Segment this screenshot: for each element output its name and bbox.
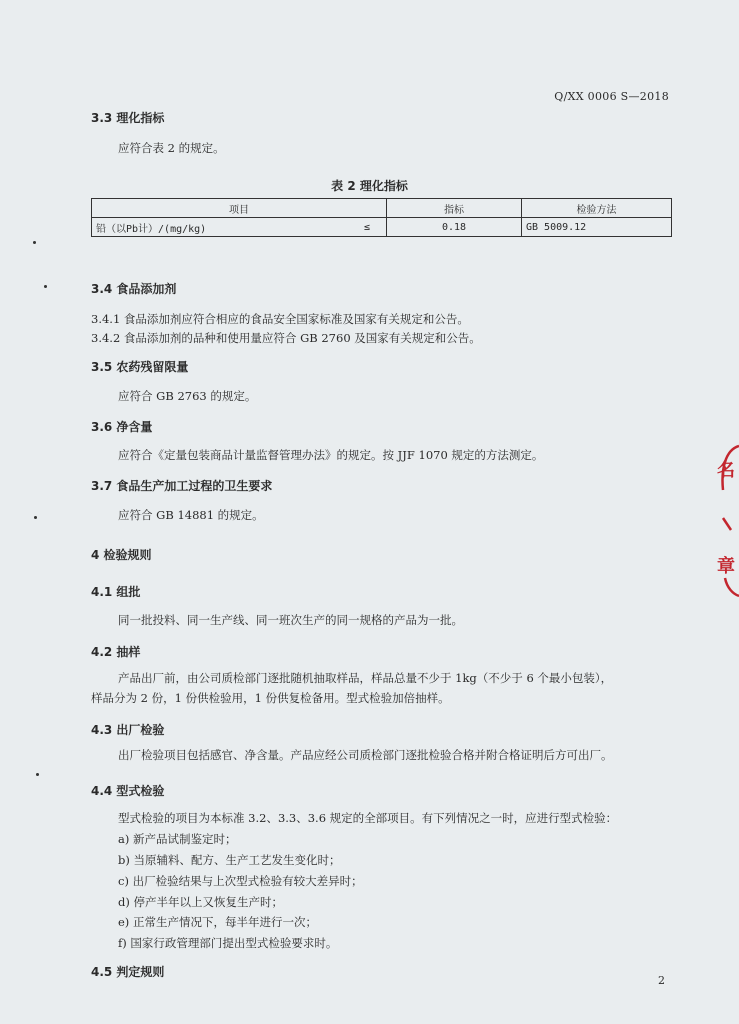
physicochemical-table xyxy=(91,198,672,237)
section-3-5-heading: 3.5 农药残留限量 xyxy=(91,360,189,374)
stamp-ring-icon xyxy=(715,440,739,600)
section-3-4-2-text: 3.4.2 食品添加剂的品种和使用量应符合 GB 2760 及国家有关规定和公告。 xyxy=(91,331,481,345)
scan-speck xyxy=(44,285,47,288)
section-4-1-heading: 4.1 组批 xyxy=(91,585,141,599)
doc-code-header: Q/XX 0006 S—2018 xyxy=(554,90,669,103)
cell-item: 铅（以Pb计）/(mg/kg) xyxy=(92,218,349,237)
section-4-4-heading: 4.4 型式检验 xyxy=(91,784,165,798)
list-item: e) 正常生产情况下，每半年进行一次； xyxy=(118,915,317,929)
section-3-6-heading: 3.6 净含量 xyxy=(91,420,153,434)
section-3-7-heading: 3.7 食品生产加工过程的卫生要求 xyxy=(91,479,273,493)
stamp-char: 章 xyxy=(717,556,735,577)
section-4-2-heading: 4.2 抽样 xyxy=(91,645,141,659)
cell-limit: 0.18 xyxy=(387,218,522,237)
section-3-6-text: 应符合《定量包装商品计量监督管理办法》的规定。按 JJF 1070 规定的方法测定。 xyxy=(118,448,544,462)
list-item: b) 当原辅料、配方、生产工艺发生变化时； xyxy=(118,853,341,867)
table-row xyxy=(92,218,672,237)
scan-speck xyxy=(36,773,39,776)
table-header-row xyxy=(92,199,672,218)
list-item: c) 出厂检验结果与上次型式检验有较大差异时； xyxy=(118,874,363,888)
section-3-3-heading: 3.3 理化指标 xyxy=(91,111,165,125)
section-3-4-heading: 3.4 食品添加剂 xyxy=(91,282,177,296)
list-item: f) 国家行政管理部门提出型式检验要求时。 xyxy=(118,936,338,950)
section-4-2-line-1: 产品出厂前，由公司质检部门逐批随机抽取样品，样品总量不少于 1kg（不少于 6 个最小包装）， xyxy=(118,671,613,685)
list-item: d) 停产半年以上又恢复生产时； xyxy=(118,895,284,909)
col-header-limit: 指标 xyxy=(387,199,522,218)
section-3-4-1-text: 3.4.1 食品添加剂应符合相应的食品安全国家标准及国家有关规定和公告。 xyxy=(91,312,469,326)
section-4-3-text: 出厂检验项目包括感官、净含量。产品应经公司质检部门逐批检验合格并附合格证明后方可出厂。 xyxy=(118,748,613,762)
scan-speck xyxy=(33,241,36,244)
col-header-method: 检验方法 xyxy=(522,199,672,218)
col-header-item: 项目 xyxy=(92,199,387,218)
red-seal-stamp xyxy=(715,440,739,600)
stamp-char: 名 xyxy=(717,460,735,481)
section-3-7-text: 应符合 GB 14881 的规定。 xyxy=(118,508,264,522)
cell-method: GB 5009.12 xyxy=(522,218,672,237)
scan-speck xyxy=(34,516,37,519)
section-4-heading: 4 检验规则 xyxy=(91,548,152,562)
section-4-3-heading: 4.3 出厂检验 xyxy=(91,723,165,737)
section-4-2-line-2: 样品分为 2 份，1 份供检验用，1 份供复检备用。型式检验加倍抽样。 xyxy=(91,691,450,705)
page-number: 2 xyxy=(658,974,665,987)
section-4-4-intro: 型式检验的项目为本标准 3.2、3.3、3.6 规定的全部项目。有下列情况之一时，应进行型式检验： xyxy=(118,811,618,825)
table-2-caption: 表 2 理化指标 xyxy=(331,179,408,193)
section-4-1-text: 同一批投料、同一生产线、同一班次生产的同一规格的产品为一批。 xyxy=(118,613,463,627)
list-item: a) 新产品试制鉴定时； xyxy=(118,832,237,846)
section-3-5-text: 应符合 GB 2763 的规定。 xyxy=(118,389,257,403)
cell-symbol: ≤ xyxy=(348,218,387,237)
section-3-3-text: 应符合表 2 的规定。 xyxy=(118,141,225,155)
section-4-5-heading: 4.5 判定规则 xyxy=(91,965,165,979)
